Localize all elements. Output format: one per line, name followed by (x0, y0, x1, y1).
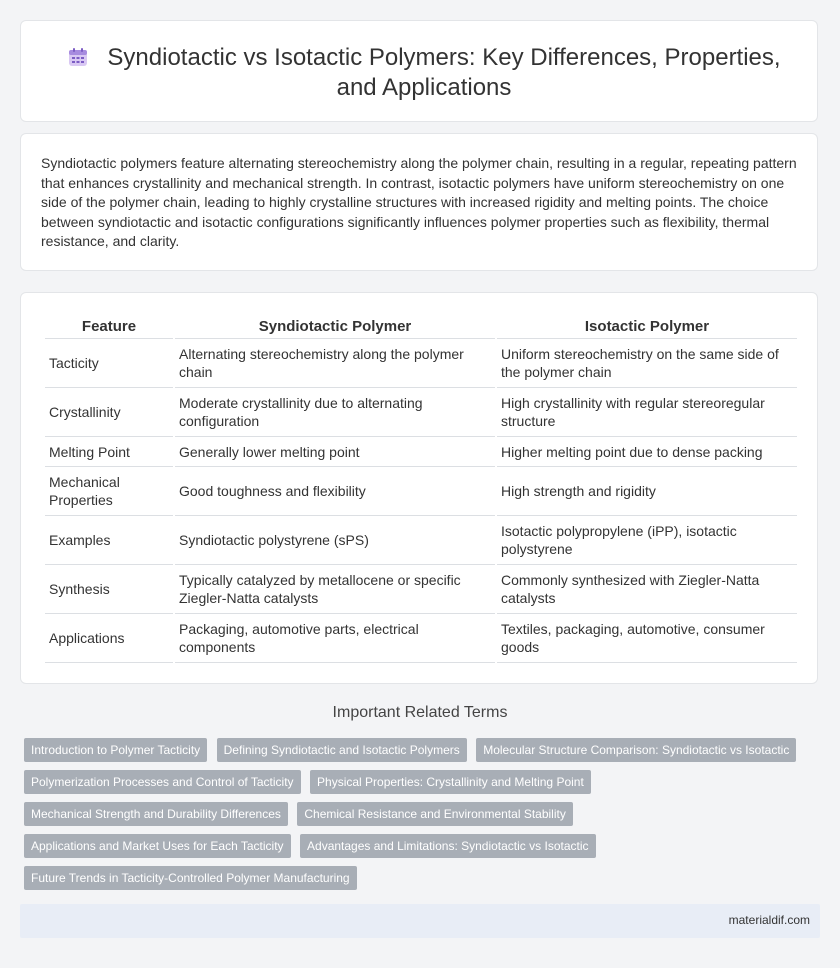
comparison-table (43, 314, 799, 663)
related-term-tag[interactable]: Chemical Resistance and Environmental Stability (297, 802, 572, 826)
table-row (45, 338, 797, 387)
related-term-tag[interactable]: Polymerization Processes and Control of Tacticity (24, 770, 301, 794)
table-row (45, 564, 797, 613)
feature-cell: Tacticity (45, 338, 173, 387)
isotactic-cell: Textiles, packaging, automotive, consumer goods (497, 613, 797, 663)
table-header-row (45, 314, 797, 338)
feature-cell: Synthesis (45, 564, 173, 613)
syndiotactic-cell: Good toughness and flexibility (175, 466, 495, 515)
feature-cell: Applications (45, 613, 173, 663)
table-row (45, 436, 797, 466)
related-term-tag[interactable]: Introduction to Polymer Tacticity (24, 738, 207, 762)
isotactic-cell: Commonly synthesized with Ziegler-Natta catalysts (497, 564, 797, 613)
related-terms-title: Important Related Terms (332, 704, 508, 721)
related-term-tag[interactable]: Defining Syndiotactic and Isotactic Polymers (217, 738, 467, 762)
comparison-card (20, 292, 818, 684)
table-row (45, 515, 797, 564)
related-term-tag[interactable]: Molecular Structure Comparison: Syndiotactic vs Isotactic (476, 738, 796, 762)
isotactic-cell: High strength and rigidity (497, 466, 797, 515)
isotactic-cell: Higher melting point due to dense packing (497, 436, 797, 466)
feature-cell: Examples (45, 515, 173, 564)
isotactic-cell: Isotactic polypropylene (iPP), isotactic polystyrene (497, 515, 797, 564)
table-row (45, 613, 797, 663)
header-syndiotactic: Syndiotactic Polymer (258, 317, 412, 335)
page-title-wrap (61, 43, 787, 103)
syndiotactic-cell: Typically catalyzed by metallocene or specific Ziegler-Natta catalysts (175, 564, 495, 613)
calendar-icon (67, 46, 89, 68)
related-term-tag[interactable]: Applications and Market Uses for Each Tacticity (24, 834, 291, 858)
related-term-tag[interactable]: Physical Properties: Crystallinity and Melting Point (310, 770, 591, 794)
header-feature: Feature (81, 317, 137, 335)
header-card (20, 20, 818, 122)
table-row (45, 387, 797, 436)
page-title: Syndiotactic vs Isotactic Polymers: Key Differences, Properties, and Applications (107, 44, 781, 101)
syndiotactic-cell: Generally lower melting point (175, 436, 495, 466)
footer (20, 904, 820, 938)
feature-cell: Crystallinity (45, 387, 173, 436)
related-term-tag[interactable]: Future Trends in Tacticity-Controlled Polymer Manufacturing (24, 866, 357, 890)
intro-paragraph: Syndiotactic polymers feature alternating stereochemistry along the polymer chain, resulting in a regular, repeating pattern that enhances crystallinity and mechanical strength. In contrast, isotactic polymers have uniform stereochemistry on one side of the polymer chain, leading to highly crystalline structures with increased rigidity and melting points. The choice between syndiotactic and isotactic configurations significantly influences polymer properties such as flexibility, thermal resistance, and clarity. (41, 155, 797, 249)
intro-card (20, 133, 818, 271)
syndiotactic-cell: Moderate crystallinity due to alternating configuration (175, 387, 495, 436)
table-row (45, 466, 797, 515)
feature-cell: Melting Point (45, 436, 173, 466)
syndiotactic-cell: Syndiotactic polystyrene (sPS) (175, 515, 495, 564)
related-term-tag[interactable]: Advantages and Limitations: Syndiotactic vs Isotactic (300, 834, 595, 858)
header-isotactic: Isotactic Polymer (584, 317, 710, 335)
footer-site-link[interactable]: materialdif.com (728, 913, 810, 927)
feature-cell: Mechanical Properties (45, 466, 173, 515)
related-term-tag[interactable]: Mechanical Strength and Durability Differences (24, 802, 288, 826)
related-terms-list (24, 738, 814, 898)
isotactic-cell: High crystallinity with regular stereoregular structure (497, 387, 797, 436)
syndiotactic-cell: Packaging, automotive parts, electrical components (175, 613, 495, 663)
isotactic-cell: Uniform stereochemistry on the same side of the polymer chain (497, 338, 797, 387)
syndiotactic-cell: Alternating stereochemistry along the polymer chain (175, 338, 495, 387)
